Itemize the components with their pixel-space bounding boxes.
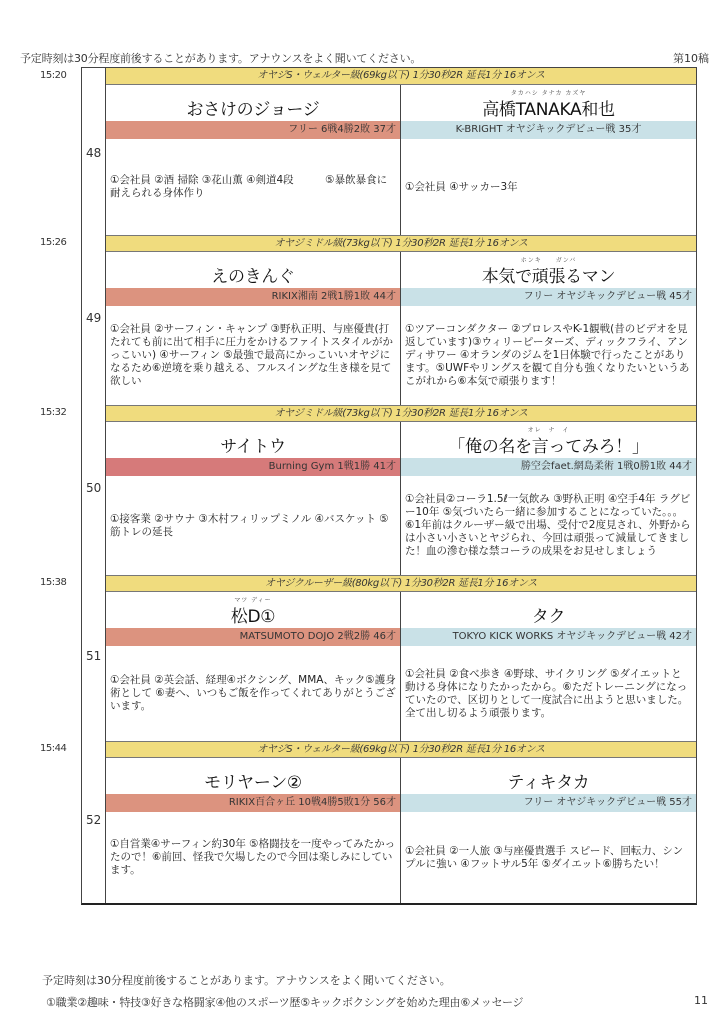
fighter-profile: ①接客業 ②サウナ ③木村フィリップミノル ④バスケット ⑤筋トレの延長: [110, 512, 389, 538]
fighter-name: サイトウ: [220, 437, 286, 457]
blue-corner: [401, 422, 696, 575]
division-banner: オヤジミドル級(73kg以下) 1分30秒2R 延長1分 16オンス: [106, 405, 696, 422]
bout-number-cell: [82, 68, 106, 235]
fighter-record: フリー オヤジキックデビュー戦 55才: [401, 794, 696, 812]
bout-row: [40, 67, 697, 235]
bout-number: 51: [86, 649, 102, 663]
schedule-notice: 予定時刻は30分程度前後することがあります。アナウンスをよく聞いてください。: [20, 52, 422, 65]
fighter-record: TOKYO KICK WORKS オヤジキックデビュー戦 42才: [401, 628, 696, 646]
division-banner: オヤジクルーザー級(80kg以下) 1分30秒2R 延長1分 16オンス: [106, 575, 696, 592]
bout-number-cell: [82, 405, 106, 575]
page-number: 11: [694, 994, 708, 1007]
bout-row: [40, 235, 697, 405]
bout-time: 15:38: [40, 577, 67, 588]
bout-time: 15:20: [40, 70, 67, 81]
division-banner: オヤジS・ウェルター級(69kg以下) 1分30秒2R 延長1分 16オンス: [106, 741, 696, 758]
blue-corner: [401, 85, 696, 235]
fighter-ruby: ホンキ ガンバ: [520, 257, 577, 264]
fighter-record: RIKIX百合ヶ丘 10戦4勝5敗1分 56才: [106, 794, 400, 812]
fighter-record: 勝空会faet.網島柔術 1戦0勝1敗 44才: [401, 458, 696, 476]
bout-number-cell: [82, 575, 106, 741]
fighter-profile: ①会社員 ②一人旅 ③与座優貴選手 スピード、回転力、シンプルに強い ④フットサル5年 ⑤ダイエット⑥勝ちたい！: [405, 844, 684, 870]
fighter-name: 「俺の名を言ってみろ！」: [448, 437, 649, 457]
fighter-profile: ①会社員②コーラ1.5ℓ一気飲み ③野杁正明 ④空手4年 ラグビー10年 ⑤気づいたら一緒に参加することになっていた。。。⑥1年前はクルーザー級で出場、受付で2度見され、外野からは小さい小さいとヤジられ、今回は頑張って減量してきました！血の滲む様な禁コーラの成果をお見せしましょう: [405, 493, 691, 557]
fighter-record: K-BRIGHT オヤジキックデビュー戦 35才: [401, 121, 696, 139]
fighter-ruby: オレ ナ イ: [527, 427, 570, 434]
red-corner: [106, 758, 401, 903]
fighter-record: MATSUMOTO DOJO 2戦2勝 46才: [106, 628, 400, 646]
fighter-name: 松D①: [230, 607, 276, 627]
fighter-profile: ①会社員 ②食べ歩き ④野球、サイクリング ⑤ダイエットと動ける身体になりたかったから。⑥ただトレーニングになっていたので、区切りとして一度試合に出ようと思いました。全て出し切るよう頑張ります。: [405, 667, 689, 719]
fighter-name: ティキタカ: [507, 773, 590, 793]
fighter-record: フリー オヤジキックデビュー戦 45才: [401, 288, 696, 306]
bout-schedule-table: [40, 67, 697, 905]
fighter-record: Burning Gym 1戦1勝 41才: [106, 458, 400, 476]
bout-row: [40, 741, 697, 905]
blue-corner: [401, 252, 696, 405]
red-corner: [106, 422, 401, 575]
fighter-profile: ①自営業④サーフィン約30年 ⑤格闘技を一度やってみたかったので！⑥前回、怪我で欠場したので今回は楽しみにしています。: [110, 838, 396, 876]
blue-corner: [401, 592, 696, 741]
bout-row: [40, 405, 697, 575]
bout-time: 15:44: [40, 743, 67, 754]
fighter-name: 高橋TANAKA和也: [482, 100, 615, 120]
bout-number-cell: [82, 235, 106, 405]
fighter-profile: ①会社員 ②英会話、経理④ボクシング、MMA、キック⑤護身術として ⑥妻へ、いつもご飯を作ってくれてありがとうございます。: [110, 674, 396, 712]
fighter-name: モリヤーン②: [204, 773, 302, 793]
fighter-profile: ①会社員 ②酒 掃除 ③花山薫 ④剣道4段 ⑤暴飲暴食に耐えられる身体作り: [110, 174, 388, 199]
fighter-ruby: タカハシ タナカ カズヤ: [510, 90, 587, 97]
division-banner: オヤジS・ウェルター級(69kg以下) 1分30秒2R 延長1分 16オンス: [106, 68, 696, 85]
bout-number: 48: [86, 146, 102, 160]
fighter-ruby: マツ ディー: [234, 597, 272, 604]
division-banner: オヤジミドル級(73kg以下) 1分30秒2R 延長1分 16オンス: [106, 235, 696, 252]
fighter-name: おさけのジョージ: [186, 100, 320, 120]
bout-number: 49: [86, 311, 102, 325]
red-corner: [106, 85, 401, 235]
fighter-name: えのきんぐ: [211, 267, 295, 287]
footer-notice: 予定時刻は30分程度前後することがあります。アナウンスをよく聞いてください。: [42, 974, 451, 987]
bout-number-cell: [82, 741, 106, 903]
red-corner: [106, 592, 401, 741]
fighter-profile: ①会社員 ④サッカー3年: [405, 180, 518, 193]
bout-time: 15:26: [40, 237, 67, 248]
fighter-profile: ①会社員 ②サーフィン・キャンプ ③野杁正明、与座優貴(打たれても前に出て相手に圧力をかけるファイトスタイルがかっこいい) ④サーフィン ⑤最強で最高にかっこいいオヤジになるため⑥逆境を乗り越える、フルスイングな生き様を見て欲しい: [110, 323, 393, 387]
fighter-name: 本気で頑張るマン: [481, 267, 616, 287]
bout-time: 15:32: [40, 407, 67, 418]
bout-row: [40, 575, 697, 741]
bout-number: 52: [86, 813, 102, 827]
draft-label: 第10稿: [673, 52, 709, 65]
fighter-name: タク: [531, 607, 566, 627]
fighter-profile: ①ツアーコンダクター ②プロレスやK-1観戦(昔のビデオを見返しています)③ウィリーピーターズ、ディックフライ、アンディサワー ④オランダのジムを1日体験で行ったことがあります。⑤UWFやリングスを観て自分も強くなりたいというあこがれから⑥本気で頑張ります！: [405, 323, 690, 387]
red-corner: [106, 252, 401, 405]
fighter-record: RIKIX湘南 2戦1勝1敗 44才: [106, 288, 400, 306]
profile-legend: ①職業②趣味・特技③好きな格闘家④他のスポーツ歴⑤キックボクシングを始めた理由⑥メッセージ: [46, 996, 524, 1009]
bout-number: 50: [86, 481, 102, 495]
blue-corner: [401, 758, 696, 903]
fighter-record: フリー 6戦4勝2敗 37才: [106, 121, 400, 139]
